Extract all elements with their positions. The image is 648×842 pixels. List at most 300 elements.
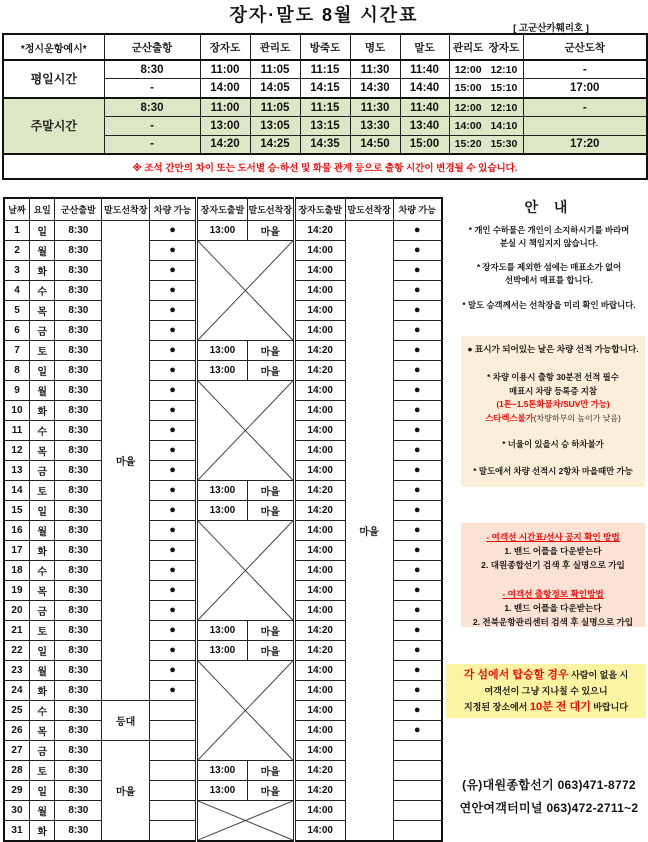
car-available-mark-am: ● xyxy=(150,321,197,341)
date-cell: 17 xyxy=(4,541,29,561)
car-available-mark-am: ● xyxy=(150,261,197,281)
car-available-mark-pm xyxy=(393,821,442,842)
example-time-cell: 13:15 xyxy=(300,117,350,135)
jangja-first-departure: 13:00 xyxy=(196,361,247,381)
car-available-mark-am xyxy=(150,821,197,842)
weekday-cell: 월 xyxy=(29,661,54,681)
wait-line-2: 여객선이 그냥 지나칠 수 있으니 xyxy=(484,686,608,696)
date-cell: 7 xyxy=(4,341,29,361)
example-time-cell: 13:05 xyxy=(250,117,300,135)
car-available-mark-am: ● xyxy=(150,581,197,601)
maldo-dock-cell-2: 마을 xyxy=(345,221,393,842)
gunsan-departure-time: 8:30 xyxy=(55,281,102,301)
car-available-mark-pm: ● xyxy=(393,661,442,681)
notice-title: 안 내 xyxy=(524,199,574,215)
notice-baggage xyxy=(452,224,646,249)
example-col-header: 군산출항 xyxy=(104,34,200,60)
gunsan-departure-time: 8:30 xyxy=(55,801,102,821)
car-available-mark-pm: ● xyxy=(393,381,442,401)
weekday-cell: 금 xyxy=(29,601,54,621)
jangja-second-departure: 14:00 xyxy=(294,441,345,461)
maldo-dock-type: 마을 xyxy=(247,761,294,781)
guide-title: - 여객선 시간표/선사 공지 확인 방법 xyxy=(486,532,620,542)
car-available-mark-pm: ● xyxy=(393,321,442,341)
example-time-pair: 14:00 14:10 xyxy=(449,117,523,135)
car-available-mark-pm: ● xyxy=(393,641,442,661)
car-available-mark-pm: ● xyxy=(393,501,442,521)
jangja-second-departure: 14:20 xyxy=(294,761,345,781)
gunsan-departure-time: 8:30 xyxy=(55,321,102,341)
maldo-dock-cell: 등대 xyxy=(102,701,150,741)
jangja-first-departure: 13:00 xyxy=(196,341,247,361)
no-service-crossed-cell xyxy=(196,241,294,341)
schedule-col-header: 장자도출발 xyxy=(196,198,247,221)
date-cell: 4 xyxy=(4,281,29,301)
guide-title: - 여객선 출항정보 확인방법 xyxy=(502,589,604,599)
date-cell: 12 xyxy=(4,441,29,461)
weekday-cell: 일 xyxy=(29,781,54,801)
car-available-mark-pm: ● xyxy=(393,441,442,461)
section-label: 평일시간 xyxy=(3,60,104,98)
gunsan-departure-time: 8:30 xyxy=(55,781,102,801)
car-available-mark-am: ● xyxy=(150,241,197,261)
car-available-mark-pm xyxy=(393,781,442,801)
jangja-second-departure: 14:20 xyxy=(294,481,345,501)
notice-line: * 말도 승객께서는 선착장을 미리 확인 바랍니다. xyxy=(462,300,636,310)
gunsan-departure-time: 8:30 xyxy=(55,561,102,581)
example-time-cell: 11:15 xyxy=(300,60,350,79)
jangja-second-departure: 14:00 xyxy=(294,701,345,721)
no-service-x-icon xyxy=(198,381,293,480)
example-time-cell: - xyxy=(523,60,647,79)
jangja-second-departure: 14:00 xyxy=(294,741,345,761)
notice-line: * 개인 수하물은 개인이 소지하시기를 바라며 xyxy=(468,225,630,235)
wait-text: 사람이 없을 시 xyxy=(568,670,629,680)
example-time-cell: 11:00 xyxy=(200,60,250,79)
example-time-cell: - xyxy=(104,79,200,98)
wait-highlight: 10분 전 대기 xyxy=(529,701,591,713)
jangja-second-departure: 14:00 xyxy=(294,561,345,581)
example-col-header: 말도 xyxy=(400,34,449,60)
weekday-cell: 목 xyxy=(29,301,54,321)
maldo-dock-type: 마을 xyxy=(247,781,294,801)
weekday-cell: 화 xyxy=(29,681,54,701)
jangja-second-departure: 14:20 xyxy=(294,781,345,801)
jangja-first-departure: 13:00 xyxy=(196,621,247,641)
car-available-mark-am: ● xyxy=(150,381,197,401)
gunsan-departure-time: 8:30 xyxy=(55,641,102,661)
example-time-cell: 13:40 xyxy=(400,117,449,135)
car-rule-line-red: (1톤~1.5톤화물차/SUV만 가능) xyxy=(496,399,610,409)
example-time-cell: 11:40 xyxy=(400,60,449,79)
date-cell: 16 xyxy=(4,521,29,541)
schedule-col-header: 말도선착장 xyxy=(345,198,393,221)
car-available-mark-pm: ● xyxy=(393,301,442,321)
gunsan-departure-time: 8:30 xyxy=(55,381,102,401)
jangja-first-departure: 13:00 xyxy=(196,641,247,661)
weekday-cell: 월 xyxy=(29,801,54,821)
maldo-dock-type: 마을 xyxy=(247,361,294,381)
schedule-col-header: 말도선착장 xyxy=(102,198,150,221)
example-time-cell: 13:30 xyxy=(350,117,400,135)
weekday-cell: 토 xyxy=(29,341,54,361)
date-cell: 26 xyxy=(4,721,29,741)
car-available-mark-am: ● xyxy=(150,281,197,301)
car-available-mark-pm: ● xyxy=(393,401,442,421)
wait-line-3 xyxy=(446,699,646,715)
example-col-header: 방죽도 xyxy=(300,34,350,60)
car-available-mark-am xyxy=(150,761,197,781)
date-cell: 3 xyxy=(4,261,29,281)
car-available-mark-am: ● xyxy=(150,681,197,701)
example-time-cell: 14:05 xyxy=(250,79,300,98)
weekday-cell: 토 xyxy=(29,761,54,781)
date-cell: 19 xyxy=(4,581,29,601)
date-cell: 10 xyxy=(4,401,29,421)
jangja-second-departure: 14:00 xyxy=(294,801,345,821)
gunsan-departure-time: 8:30 xyxy=(55,601,102,621)
example-time-cell: 14:25 xyxy=(250,135,300,154)
example-time-cell: 14:20 xyxy=(200,135,250,154)
gunsan-departure-time: 8:30 xyxy=(55,581,102,601)
gunsan-departure-time: 8:30 xyxy=(55,681,102,701)
no-service-crossed-cell xyxy=(196,661,294,761)
starex-reason: (차량하부의 높이가 낮음) xyxy=(533,413,621,423)
gunsan-departure-time: 8:30 xyxy=(55,241,102,261)
gunsan-departure-time: 8:30 xyxy=(55,721,102,741)
example-time-cell: 14:00 xyxy=(200,79,250,98)
car-available-mark-am xyxy=(150,741,197,761)
schedule-col-header: 군산출발 xyxy=(55,198,102,221)
gunsan-departure-time: 8:30 xyxy=(55,701,102,721)
schedule-row xyxy=(4,221,442,241)
no-service-crossed-cell xyxy=(196,521,294,621)
schedule-col-header: 차량 가능 xyxy=(150,198,197,221)
weekday-cell: 토 xyxy=(29,621,54,641)
weekday-cell: 목 xyxy=(29,441,54,461)
car-available-mark-pm: ● xyxy=(393,601,442,621)
example-time-cell: 17:20 xyxy=(523,135,647,154)
gunsan-departure-time: 8:30 xyxy=(55,521,102,541)
date-cell: 23 xyxy=(4,661,29,681)
example-time-pair: 15:00 15:10 xyxy=(449,79,523,98)
example-col-header: 관리도 xyxy=(250,34,300,60)
schedule-col-header: 차량 가능 xyxy=(393,198,442,221)
car-available-mark-am: ● xyxy=(150,621,197,641)
guide-step: 1. 밴드 어플을 다운받는다 xyxy=(504,603,602,613)
jangja-second-departure: 14:20 xyxy=(294,501,345,521)
car-available-mark-am xyxy=(150,701,197,721)
date-cell: 20 xyxy=(4,601,29,621)
date-cell: 1 xyxy=(4,221,29,241)
car-available-mark-pm: ● xyxy=(393,561,442,581)
no-service-x-icon xyxy=(198,241,293,340)
jangja-second-departure: 14:00 xyxy=(294,541,345,561)
date-cell: 25 xyxy=(4,701,29,721)
no-service-x-icon xyxy=(198,661,293,760)
jangja-second-departure: 14:00 xyxy=(294,461,345,481)
example-time-cell: 8:30 xyxy=(104,98,200,117)
daily-schedule-table xyxy=(3,197,443,842)
example-dual-header: 관리도 장자도 xyxy=(449,34,523,60)
example-time-cell: 11:30 xyxy=(350,60,400,79)
weekday-cell: 수 xyxy=(29,281,54,301)
jangja-second-departure: 14:00 xyxy=(294,661,345,681)
gunsan-departure-time: 8:30 xyxy=(55,301,102,321)
car-available-mark-pm: ● xyxy=(393,721,442,741)
car-available-mark-am xyxy=(150,721,197,741)
jangja-second-departure: 14:00 xyxy=(294,521,345,541)
example-time-cell: 8:30 xyxy=(104,60,200,79)
car-available-mark-pm: ● xyxy=(393,621,442,641)
car-available-mark-am: ● xyxy=(150,441,197,461)
example-time-cell: 14:35 xyxy=(300,135,350,154)
date-cell: 31 xyxy=(4,821,29,842)
date-cell: 9 xyxy=(4,381,29,401)
app-guide-box xyxy=(461,523,645,627)
car-available-mark-pm xyxy=(393,761,442,781)
car-available-mark-pm: ● xyxy=(393,681,442,701)
car-available-mark-pm: ● xyxy=(393,241,442,261)
jangja-second-departure: 14:00 xyxy=(294,321,345,341)
car-available-mark-pm: ● xyxy=(393,701,442,721)
jangja-second-departure: 14:20 xyxy=(294,221,345,241)
gunsan-departure-time: 8:30 xyxy=(55,261,102,281)
example-time-cell: 11:15 xyxy=(300,98,350,117)
notice-maldo-dock xyxy=(452,299,646,312)
jangja-second-departure: 14:20 xyxy=(294,341,345,361)
maldo-dock-cell: 마을 xyxy=(102,221,150,701)
jangja-first-departure: 13:00 xyxy=(196,781,247,801)
weekday-cell: 화 xyxy=(29,541,54,561)
car-available-mark-am: ● xyxy=(150,401,197,421)
example-time-cell: - xyxy=(104,135,200,154)
example-time-cell: 14:50 xyxy=(350,135,400,154)
example-col-header: 명도 xyxy=(350,34,400,60)
car-available-mark-am xyxy=(150,801,197,821)
car-available-mark-pm: ● xyxy=(393,221,442,241)
weekday-cell: 금 xyxy=(29,321,54,341)
schedule-col-header: 요일 xyxy=(29,198,54,221)
car-available-mark-am: ● xyxy=(150,661,197,681)
jangja-second-departure: 14:00 xyxy=(294,581,345,601)
gunsan-departure-time: 8:30 xyxy=(55,221,102,241)
car-rule-line: 매표시 차량 등록증 지참 xyxy=(509,385,597,396)
gunsan-departure-time: 8:30 xyxy=(55,341,102,361)
jangja-second-departure: 14:00 xyxy=(294,301,345,321)
jangja-second-departure: 14:00 xyxy=(294,401,345,421)
gunsan-departure-time: 8:30 xyxy=(55,821,102,842)
weekday-cell: 목 xyxy=(29,721,54,741)
car-available-mark-am: ● xyxy=(150,301,197,321)
car-available-mark-am: ● xyxy=(150,361,197,381)
contact-info xyxy=(452,774,646,820)
weekday-cell: 수 xyxy=(29,421,54,441)
car-mark-legend: ● 표시가 되어있는 날은 차량 선적 가능합니다. xyxy=(467,344,639,354)
example-time-cell: 11:05 xyxy=(250,98,300,117)
gunsan-departure-time: 8:30 xyxy=(55,421,102,441)
no-service-x-icon xyxy=(198,521,293,620)
starex-warning: 스타렉스불가 xyxy=(485,412,534,423)
example-col-header: 장자도 xyxy=(200,34,250,60)
car-available-mark-pm: ● xyxy=(393,461,442,481)
gunsan-departure-time: 8:30 xyxy=(55,761,102,781)
date-cell: 14 xyxy=(4,481,29,501)
car-available-mark-am: ● xyxy=(150,521,197,541)
car-available-mark-pm: ● xyxy=(393,361,442,381)
gunsan-departure-time: 8:30 xyxy=(55,401,102,421)
gunsan-departure-time: 8:30 xyxy=(55,621,102,641)
car-available-mark-am: ● xyxy=(150,341,197,361)
jangja-second-departure: 14:20 xyxy=(294,361,345,381)
example-time-cell: 14:15 xyxy=(300,79,350,98)
car-rule-line: * 차량 이용시 출항 30분전 선적 필수 xyxy=(487,372,619,382)
example-corner-header: *정시운항예시* xyxy=(3,34,104,60)
car-available-mark-am: ● xyxy=(150,561,197,581)
page-title: 장자·말도 8월 시간표 xyxy=(229,5,419,25)
example-time-cell: 11:30 xyxy=(350,98,400,117)
gunsan-departure-time: 8:30 xyxy=(55,501,102,521)
example-time-cell: 11:00 xyxy=(200,98,250,117)
jangja-second-departure: 14:00 xyxy=(294,681,345,701)
date-cell: 30 xyxy=(4,801,29,821)
jangja-second-departure: 14:00 xyxy=(294,421,345,441)
weekday-cell: 일 xyxy=(29,361,54,381)
example-time-cell xyxy=(523,117,647,135)
car-rule-line-mixed xyxy=(461,412,645,426)
gunsan-departure-time: 8:30 xyxy=(55,461,102,481)
maldo-dock-cell: 마을 xyxy=(102,741,150,842)
car-rule-line: * 너울이 있을시 승 하차불가 xyxy=(502,439,604,449)
maldo-dock-type: 마을 xyxy=(247,621,294,641)
date-cell: 6 xyxy=(4,321,29,341)
jangja-second-departure: 14:00 xyxy=(294,721,345,741)
date-cell: 21 xyxy=(4,621,29,641)
date-cell: 18 xyxy=(4,561,29,581)
weekday-cell: 목 xyxy=(29,581,54,601)
car-available-mark-pm xyxy=(393,801,442,821)
weekday-cell: 월 xyxy=(29,521,54,541)
maldo-dock-type: 마을 xyxy=(247,641,294,661)
no-service-crossed-cell xyxy=(196,381,294,481)
weekday-cell: 화 xyxy=(29,401,54,421)
example-time-cell: - xyxy=(104,117,200,135)
example-time-pair: 12:00 12:10 xyxy=(449,98,523,117)
maldo-dock-type: 마을 xyxy=(247,481,294,501)
jangja-second-departure: 14:20 xyxy=(294,621,345,641)
car-available-mark-pm: ● xyxy=(393,581,442,601)
jangja-second-departure: 14:20 xyxy=(294,641,345,661)
guide-step: 2. 전북운항관리센터 검색 후 실명으로 가입 xyxy=(472,617,634,627)
jangja-first-departure: 13:00 xyxy=(196,501,247,521)
car-available-mark-am: ● xyxy=(150,481,197,501)
example-time-pair: 15:20 15:30 xyxy=(449,135,523,154)
example-timetable xyxy=(2,33,648,180)
gunsan-departure-time: 8:30 xyxy=(55,441,102,461)
date-cell: 2 xyxy=(4,241,29,261)
gunsan-departure-time: 8:30 xyxy=(55,661,102,681)
car-available-mark-am: ● xyxy=(150,601,197,621)
contact-terminal: 연안여객터미널 063)472-2711~2 xyxy=(459,801,639,815)
tide-warning-note: ※ 조석 간만의 차이 또는 도서별 승·하선 및 화물 관계 등으로 출항 시간이 변경될 수 있습니다. xyxy=(3,154,647,179)
boarding-wait-warning-box xyxy=(446,664,646,718)
date-cell: 24 xyxy=(4,681,29,701)
example-time-cell: 15:00 xyxy=(400,135,449,154)
car-available-mark-am: ● xyxy=(150,501,197,521)
gunsan-departure-time: 8:30 xyxy=(55,361,102,381)
notice-ticket-office xyxy=(452,261,646,286)
wait-text: 지정된 장소에서 xyxy=(463,702,530,712)
car-available-mark-pm xyxy=(393,741,442,761)
wait-line-1 xyxy=(446,667,646,683)
maldo-dock-type: 마을 xyxy=(247,501,294,521)
car-available-mark-pm: ● xyxy=(393,481,442,501)
notice-line: 분실 시 책임지지 않습니다. xyxy=(499,237,599,248)
car-available-mark-am xyxy=(150,781,197,801)
car-available-mark-pm: ● xyxy=(393,541,442,561)
notice-line: 선박에서 매표를 합니다. xyxy=(505,274,593,285)
car-available-mark-am: ● xyxy=(150,421,197,441)
date-cell: 11 xyxy=(4,421,29,441)
jangja-first-departure: 13:00 xyxy=(196,221,247,241)
example-time-cell: 17:00 xyxy=(523,79,647,98)
guide-step: 2. 대원종합선기 검색 후 실명으로 가입 xyxy=(481,560,625,570)
weekday-cell: 월 xyxy=(29,241,54,261)
example-time-pair: 12:00 12:10 xyxy=(449,60,523,79)
wait-text: 바랍니다 xyxy=(590,702,628,712)
date-cell: 5 xyxy=(4,301,29,321)
car-available-mark-pm: ● xyxy=(393,521,442,541)
weekday-cell: 월 xyxy=(29,381,54,401)
gunsan-departure-time: 8:30 xyxy=(55,741,102,761)
jangja-second-departure: 14:00 xyxy=(294,381,345,401)
car-available-mark-pm: ● xyxy=(393,281,442,301)
date-cell: 28 xyxy=(4,761,29,781)
weekday-cell: 화 xyxy=(29,821,54,842)
weekday-cell: 금 xyxy=(29,741,54,761)
contact-ferry-company: (유)대원종합선기 063)471-8772 xyxy=(462,778,636,792)
maldo-dock-type: 마을 xyxy=(247,341,294,361)
gunsan-departure-time: 8:30 xyxy=(55,481,102,501)
jangja-second-departure: 14:00 xyxy=(294,281,345,301)
weekday-cell: 일 xyxy=(29,221,54,241)
maldo-dock-type: 마을 xyxy=(247,221,294,241)
jangja-first-departure: 13:00 xyxy=(196,481,247,501)
weekday-cell: 수 xyxy=(29,561,54,581)
notice-line: * 장자도를 제외한 섬에는 매표소가 없어 xyxy=(476,262,622,272)
jangja-second-departure: 14:00 xyxy=(294,821,345,842)
ship-name-label: [ 고군산카훼리호 ] xyxy=(513,23,589,34)
date-cell: 15 xyxy=(4,501,29,521)
car-loading-info-box xyxy=(461,336,645,487)
date-cell: 13 xyxy=(4,461,29,481)
car-rule-line: * 말도에서 차량 선적시 2항차 마을때만 가능 xyxy=(473,465,633,476)
example-time-cell: 11:05 xyxy=(250,60,300,79)
date-cell: 27 xyxy=(4,741,29,761)
guide-step: 1. 밴드 어플을 다운받는다 xyxy=(504,546,602,556)
gunsan-departure-time: 8:30 xyxy=(55,541,102,561)
date-cell: 22 xyxy=(4,641,29,661)
weekday-cell: 금 xyxy=(29,461,54,481)
jangja-second-departure: 14:00 xyxy=(294,241,345,261)
wait-highlight: 각 섬에서 탑승할 경우 xyxy=(463,669,569,681)
example-col-header: 군산도착 xyxy=(523,34,647,60)
weekday-cell: 일 xyxy=(29,641,54,661)
weekday-cell: 토 xyxy=(29,481,54,501)
jangja-second-departure: 14:00 xyxy=(294,601,345,621)
example-time-cell: 13:00 xyxy=(200,117,250,135)
jangja-second-departure: 14:00 xyxy=(294,261,345,281)
